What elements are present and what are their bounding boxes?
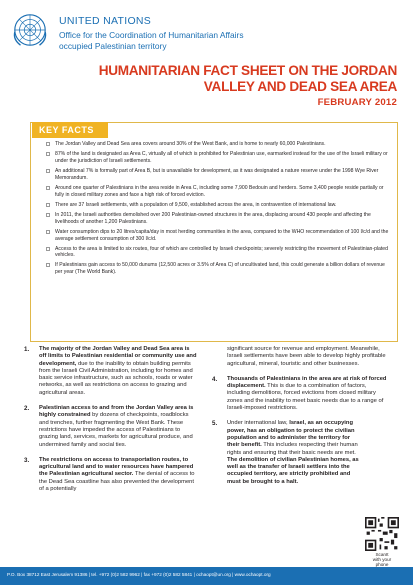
bullet-icon — [46, 152, 50, 156]
paragraph-5 — [212, 420, 362, 486]
key-fact-item — [46, 212, 391, 226]
paragraph-text: This is due to a combination of factors, including demolitions, forced evictions from closed military zones and the inability to meet basic needs due to a range of Israeli-imposed restrictions. — [227, 383, 384, 412]
paragraph-text: This includes respecting their human rights and ensuring that their basic needs are met. — [227, 442, 358, 456]
qr-code-icon[interactable] — [365, 517, 399, 551]
key-fact-text: If Palestinians gain access to 50,000 dunums (12,500 acres or 3.5% of Area C) of uncultivated land, this could generate a billion dollars of revenue per year (The World Bank). — [55, 262, 385, 276]
key-fact-text: In 2011, the Israeli authorities demolished over 200 Palestinian-owned structures in the area, displacing around 430 people and affecting the livelihoods of another 1,200 Palestinians. — [55, 211, 371, 225]
bullet-icon — [46, 169, 50, 173]
qr-caption — [366, 552, 398, 567]
key-fact-item — [46, 229, 391, 243]
body-column-right — [212, 346, 388, 494]
key-fact-item — [46, 185, 391, 199]
key-fact-item — [46, 202, 391, 209]
key-fact-text: 87% of the land is designated as Area C, virtually all of which is prohibited for Palestinian use, earmarked instead for the use of the Israeli military or under the jurisdiction of Israeli settlements. — [55, 151, 388, 164]
bullet-icon — [46, 230, 50, 234]
paragraph-2 — [24, 405, 198, 449]
paragraph-number: 4. — [212, 375, 218, 383]
org-subtitle-line-1: Office for the Coordination of Humanitarian Affairs — [59, 30, 244, 40]
key-fact-text: Water consumption dips to 20 litres/capita/day in most herding communities in the area, compared to the WHO recommendation of 100 l/c/d and the average settlement consumption of 300 l/c/d. — [55, 228, 389, 242]
key-fact-text: Around one quarter of Palestinians in the area reside in Area C, including some 7,900 Bedouin and herders. Some 3,400 people reside partially or fully in closed military zones and face a high risk of forced eviction. — [55, 184, 384, 198]
paragraph-number: 1. — [24, 346, 30, 353]
body-column-left — [24, 346, 198, 501]
bullet-icon — [46, 186, 50, 190]
paragraph-number: 5. — [212, 420, 218, 428]
org-subtitle-line-2: occupied Palestinian territory — [59, 40, 167, 51]
page-title-line-2: VALLEY AND DEAD SEA AREA — [203, 79, 397, 94]
bullet-icon — [46, 263, 50, 267]
paragraph-lead: The majority of the Jordan Valley and Dead Sea area is off limits to Palestinian residential or community use and development, — [39, 346, 197, 367]
paragraph-text: by dozens of checkpoints, roadblocks and trenches, further fragmenting the West Bank. These restrictions have impeded the access of Palestinians to grazing land, services, markets for agricultural produce, and undermined family and social ties. — [39, 412, 193, 448]
paragraph-lead: The restrictions on access to transportation routes, to agricultural land and to water resources have hampered the Palestinian agricultural sector. — [39, 456, 194, 478]
key-fact-text: The Jordan Valley and Dead Sea area covers around 30% of the West Bank, and is home to nearly 60,000 Palestinians. — [55, 141, 326, 147]
qr-caption-line-1: ScanIt — [375, 552, 389, 557]
page-title — [37, 63, 397, 95]
paragraph-1 — [24, 346, 198, 397]
key-fact-item — [46, 168, 391, 182]
key-fact-item — [46, 246, 391, 260]
bullet-icon — [46, 203, 50, 207]
key-fact-text: Access to the area is limited to six routes, four of which are controlled by Israeli checkpoints; severely restricting the movement of Palestinian-plated vehicles. — [55, 245, 388, 259]
publication-date: FEBRUARY 2012 — [317, 97, 397, 108]
bullet-icon — [46, 247, 50, 251]
paragraph-number: 3. — [24, 456, 30, 464]
paragraph-lead: Israel, as an occupying power, has an obligation to protect the civilian population and to administer the territory for their benefit. — [227, 420, 355, 449]
header — [0, 0, 413, 60]
page-title-line-1: HUMANITARIAN FACT SHEET ON THE JORDAN — [98, 63, 397, 78]
paragraph-number: 2. — [24, 405, 30, 413]
paragraph-lead: Thousands of Palestinians in the area are at risk of forced displacement. — [227, 375, 387, 390]
org-subtitle — [59, 30, 279, 51]
key-fact-item — [46, 151, 391, 165]
key-fact-text: There are 37 Israeli settlements, with a population of 9,500, established across the area, in contravention of international law. — [55, 201, 337, 208]
paragraph-text: due to the inability to obtain building permits from the Israeli Civil Administration, including for homes and basic service infrastructure, such as schools, roads or water networks, as well as restrictions on access to grazing and agricultural areas. — [39, 360, 193, 396]
paragraph-text: significant source for revenue and employment. Meanwhile, Israeli settlements have been able to develop highly profitable agricultural, mineral, touristic and other businesses. — [227, 346, 386, 367]
key-fact-text: An additional 7% is formally part of Area B, but is unavailable for development, as it was designated a nature reserve under the 1998 Wye River Memorandum. — [55, 167, 379, 181]
org-name: UNITED NATIONS — [59, 15, 152, 27]
footer-contact-bar: P.O. Box 38712 East Jerusalem 91386 | tel. +972 (0)2 582 9962 | fax +972 (0)2 582 5841 | ochaopt@un.org | www.ochaopt.org — [0, 567, 413, 585]
paragraph-3-continued — [212, 346, 388, 368]
paragraph-lead: Palestinian access to and from the Jordan Valley area is highly constrained — [39, 405, 194, 419]
paragraph-4 — [212, 376, 388, 412]
key-facts-list — [46, 141, 391, 279]
bullet-icon — [46, 142, 50, 146]
qr-caption-line-2: with your phone — [372, 557, 392, 567]
paragraph-text: Under international law, — [227, 420, 290, 427]
key-fact-item — [46, 262, 391, 276]
key-facts-label: KEY FACTS — [32, 122, 108, 138]
un-emblem-logo — [11, 11, 49, 49]
key-fact-item — [46, 141, 391, 148]
paragraph-text: The denial of access to the Dead Sea coastline has also prevented the development of a potentially — [39, 471, 195, 493]
paragraph-emphasis: The demolition of civilian Palestinian homes, as well as the transfer of Israeli settlers into the occupied territory, are strictly prohibited and must be brought to a halt. — [227, 456, 359, 485]
paragraph-3 — [24, 457, 198, 493]
bullet-icon — [46, 213, 50, 217]
